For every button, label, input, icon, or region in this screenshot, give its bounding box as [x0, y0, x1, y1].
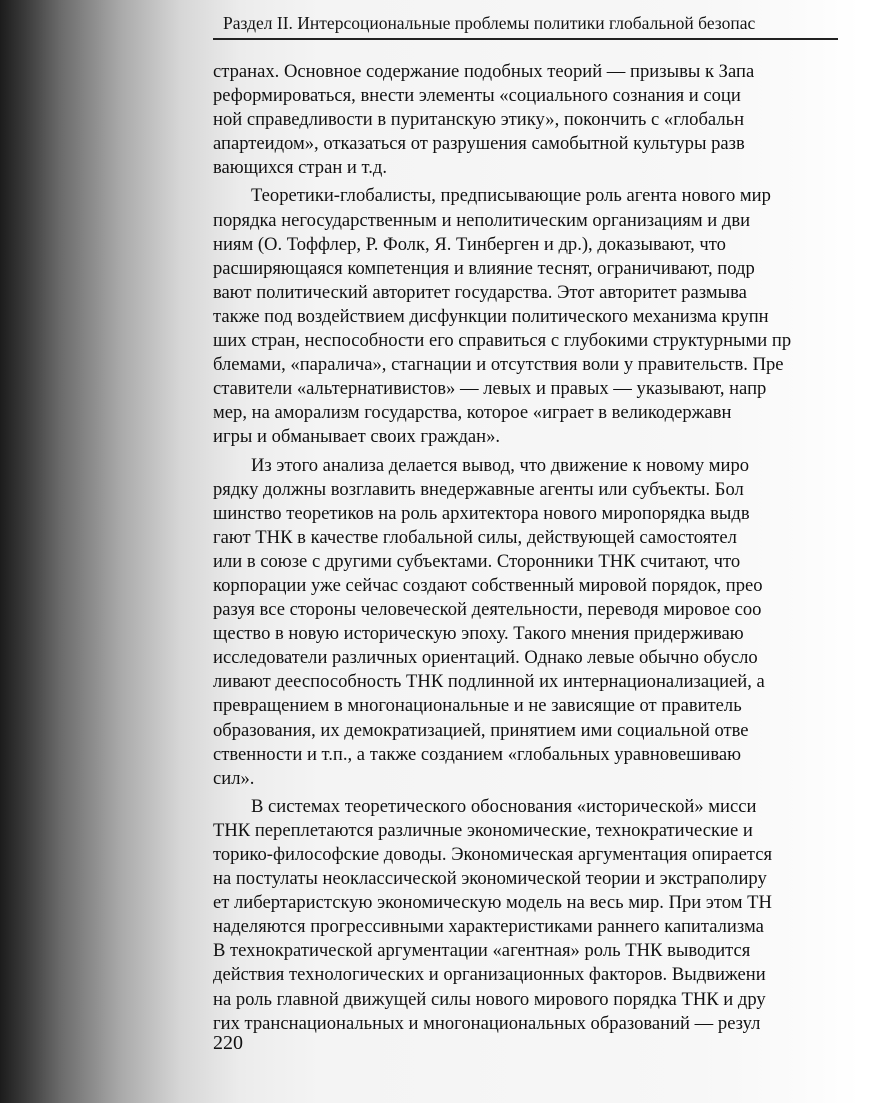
text-line: образования, их демократизацией, принятием ими социальной отве: [213, 719, 749, 741]
text-line: рядку должны возглавить внедержавные агенты или субъекты. Бол: [213, 478, 744, 500]
text-line: ливают дееспособность ТНК подлинной их интернационализацией, а: [213, 671, 765, 693]
text-line: В технократической аргументации «агентная» роль ТНК выводится: [213, 940, 751, 962]
running-header: Раздел II. Интерсоциональные проблемы политики глобальной безопас: [223, 13, 756, 33]
text-line: наделяются прогрессивными характеристиками раннего капитализма: [213, 916, 764, 938]
text-line: или в союзе с другими субъектами. Сторонники ТНК считают, что: [213, 550, 741, 572]
text-line: ственности и т.п., а также созданием «глобальных уравновешиваю: [213, 743, 742, 765]
text-line: Теоретики-глобалисты, предписывающие роль агента нового мир: [251, 185, 771, 207]
text-line: ной справедливости в пуританскую этику», покончить с «глобальн: [213, 109, 745, 131]
text-line: гают ТНК в качестве глобальной силы, действующей самостоятел: [213, 526, 737, 548]
text-line: щество в новую историческую эпоху. Такого мнения придерживаю: [213, 623, 744, 645]
paragraph: [213, 795, 845, 1036]
text-line: шинство теоретиков на роль архитектора нового миропорядка выдв: [213, 502, 750, 524]
text-line: исследователи различных ориентаций. Однако левые обычно обусло: [213, 647, 758, 669]
text-line: В системах теоретического обоснования «исторической» мисси: [251, 795, 757, 817]
text-line: реформироваться, внести элементы «социального сознания и соци: [213, 85, 741, 107]
book-page: [213, 10, 845, 1036]
text-line: также под воздействием дисфункции политического механизма крупн: [213, 305, 769, 327]
text-line: торико-философские доводы. Экономическая аргументация опирается: [213, 844, 773, 865]
text-line: на постулаты неоклассической экономической теории и экстраполиру: [213, 868, 767, 890]
text-line: мер, на аморализм государства, которое «играет в великодержавн: [213, 402, 732, 424]
text-line: странах. Основное содержание подобных теорий — призывы к Запа: [213, 61, 755, 82]
text-line: ниям (О. Тоффлер, Р. Фолк, Я. Тинберген и др.), доказывают, что: [213, 233, 726, 255]
text-line: ТНК переплетаются различные экономические, технократические и: [213, 819, 753, 841]
text-line: вающихся стран и т.д.: [213, 157, 387, 179]
text-line: сил».: [213, 767, 255, 789]
text-line: корпорации уже сейчас создают собственный мировой порядок, прео: [213, 574, 763, 596]
text-line: действия технологических и организационных факторов. Выдвижени: [213, 964, 766, 986]
text-line: Из этого анализа делается вывод, что движение к новому миро: [251, 454, 750, 476]
text-line: разуя все стороны человеческой деятельности, переводя мировое соо: [213, 599, 762, 621]
text-line: ставители «альтернативистов» — левых и правых — указывают, напр: [213, 378, 767, 400]
text-line: превращением в многонациональные и не зависящие от правитель: [213, 695, 742, 717]
page-number: 220: [213, 1032, 243, 1054]
text-line: расширяющаяся компетенция и влияние теснят, ограничивают, подр: [213, 257, 755, 279]
text-line: ет либертаристскую экономическую модель на весь мир. При этом ТН: [213, 892, 772, 914]
text-line: блемами, «паралича», стагнации и отсутствия воли у правительств. Пре: [213, 354, 784, 376]
text-line: вают политический авторитет государства. Этот авторитет размыва: [213, 281, 747, 303]
paragraph: [213, 60, 845, 180]
text-line: на роль главной движущей силы нового мирового порядка ТНК и дру: [213, 988, 766, 1010]
text-line: порядка негосударственным и неполитическим организациям и дви: [213, 209, 751, 231]
body-text: [213, 60, 845, 1036]
header-rule: [213, 38, 838, 40]
paragraph: [213, 454, 845, 791]
text-line: апартеидом», отказаться от разрушения самобытной культуры разв: [213, 133, 745, 155]
text-line: игры и обманывает своих граждан».: [213, 426, 501, 448]
paragraph: [213, 184, 845, 449]
text-line: гих транснациональных и многонациональных образований — резул: [213, 1012, 761, 1034]
text-line: ших стран, неспособности его справиться с глубокими структурными пр: [213, 330, 792, 352]
